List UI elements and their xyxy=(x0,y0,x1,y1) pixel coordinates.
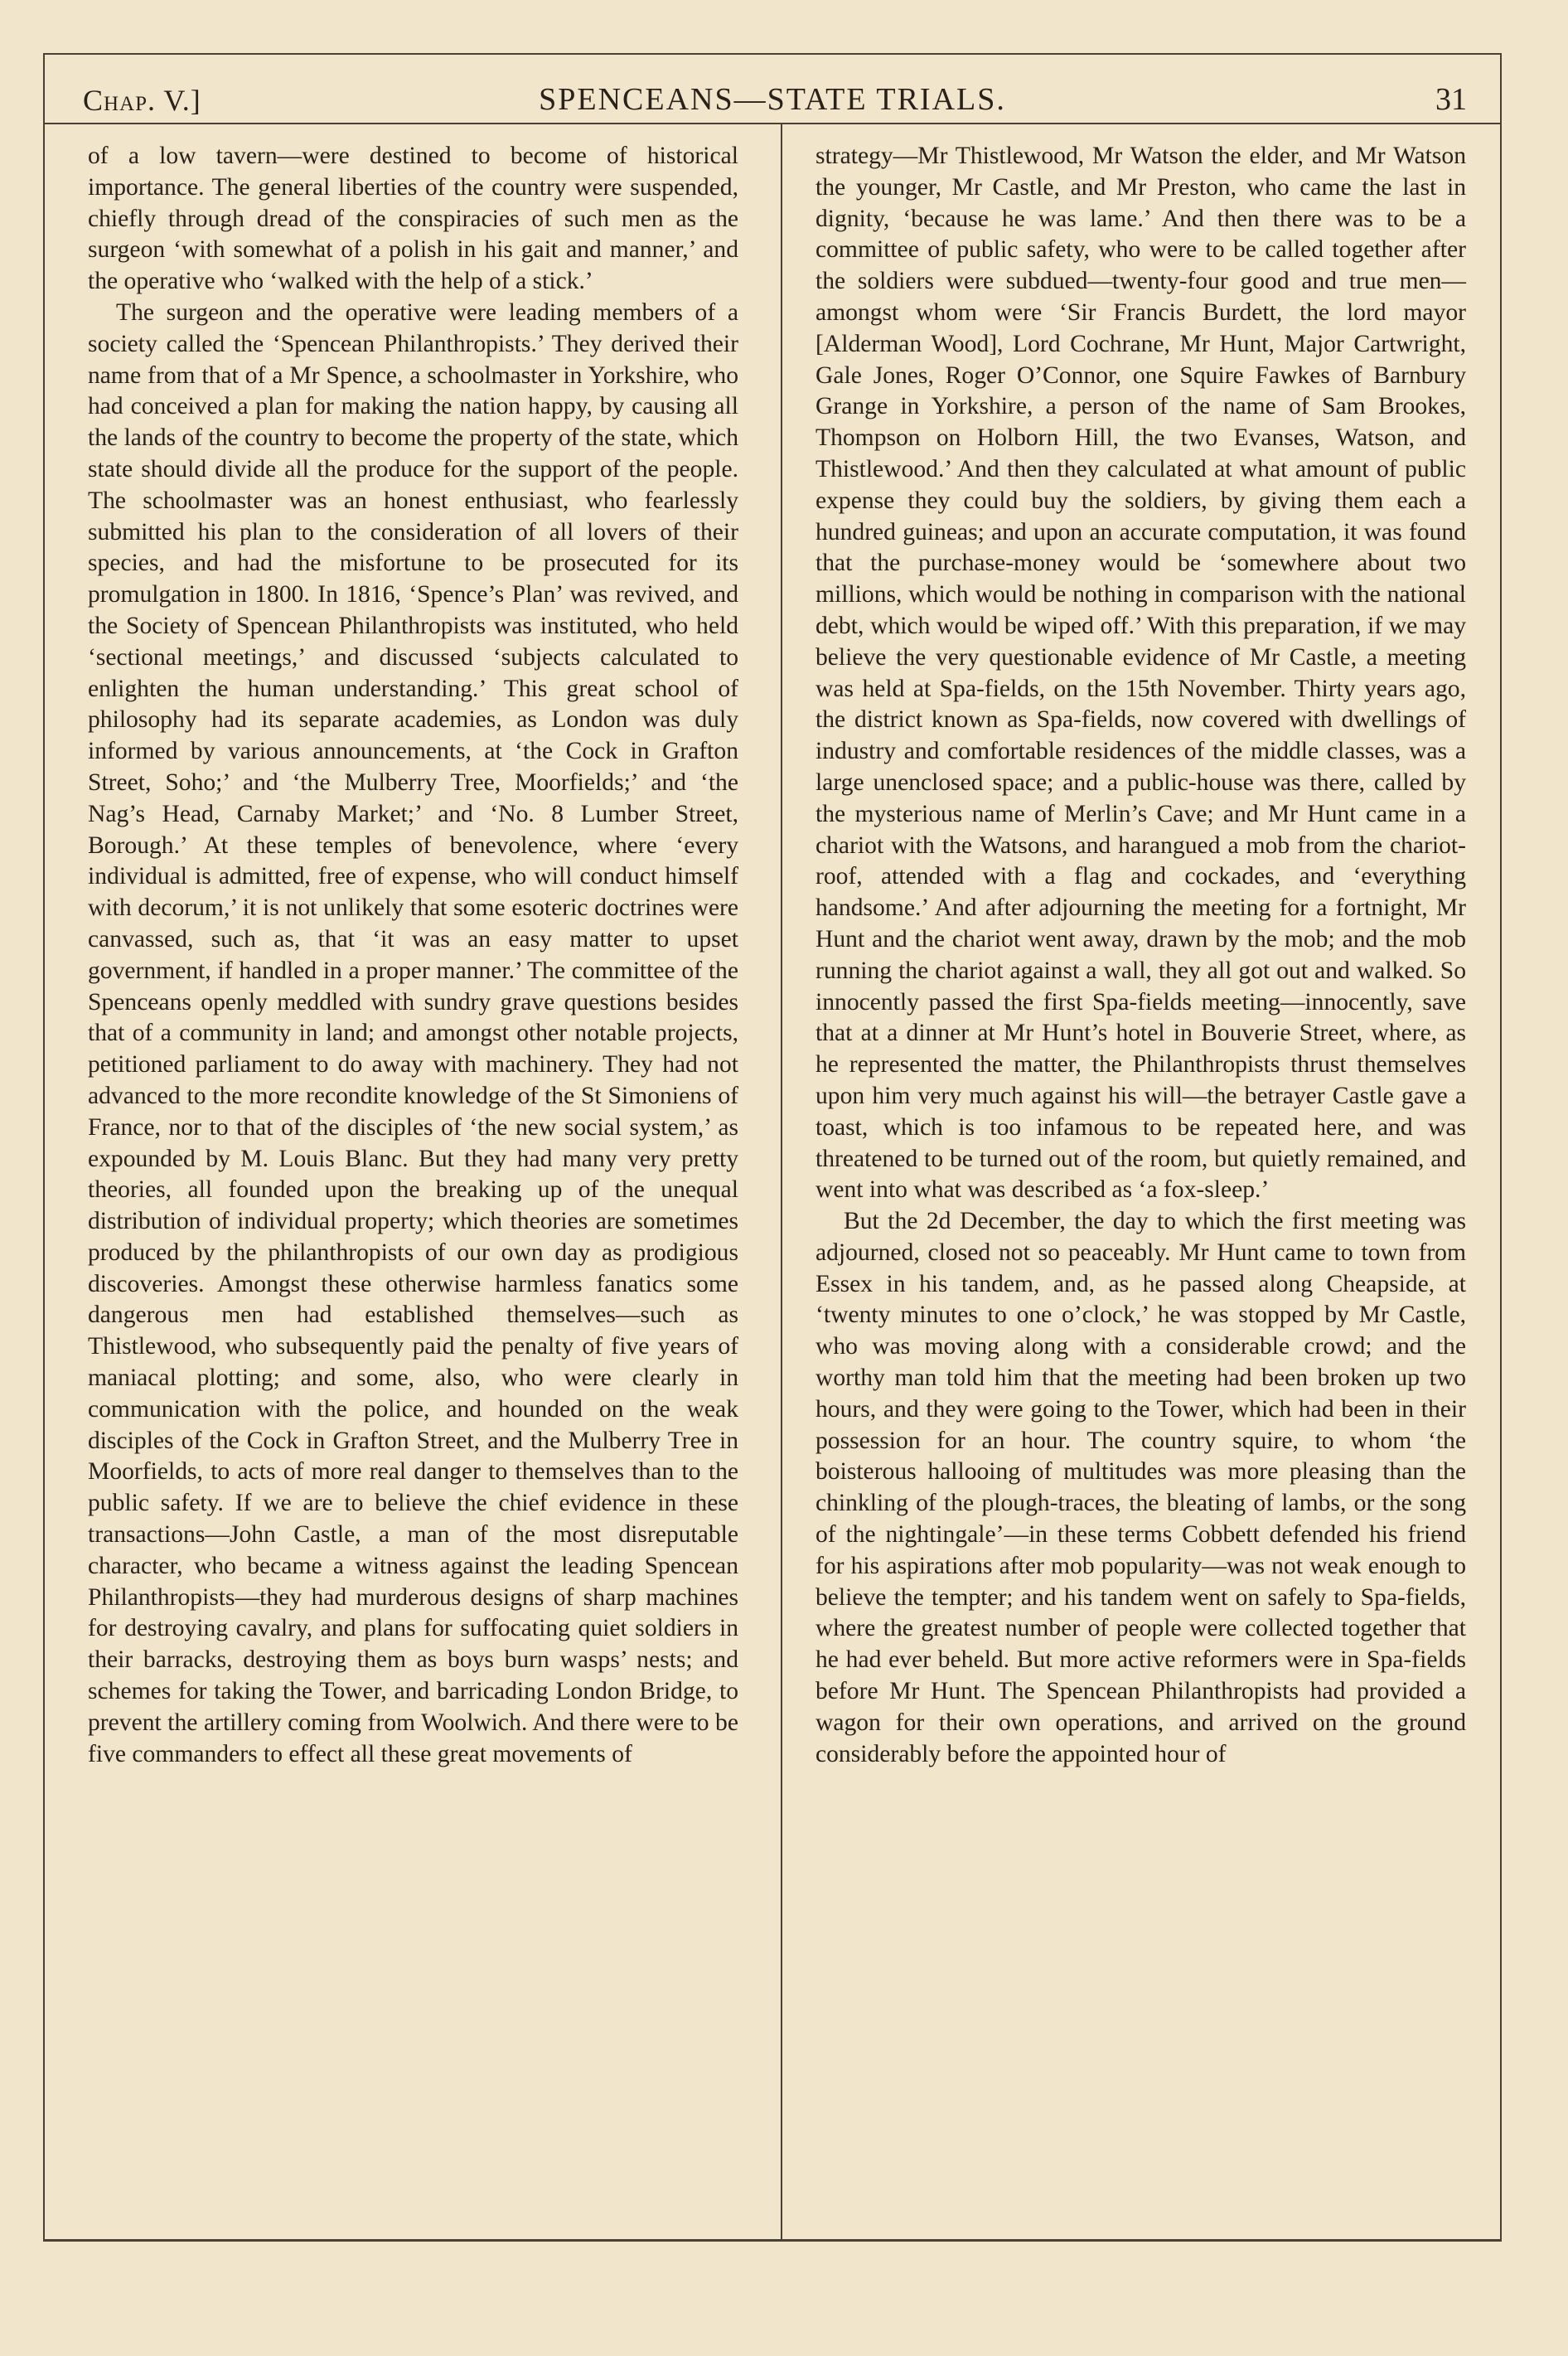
running-header xyxy=(45,55,1500,124)
paragraph: of a low tavern—were destined to become of historical importance. The general liberties of the country were suspended, chiefly through dread of the conspiracies of such men as the surgeon ‘with somewhat of a polish in his gait and manner,’ and the operative who ‘walked with the help of a stick.’ xyxy=(88,143,738,295)
chapter-label: Chap. V.] xyxy=(83,84,201,117)
paragraph: strategy—Mr Thistlewood, Mr Watson the elder, and Mr Watson the younger, Mr Castle, and Mr Preston, who came the last in dignity, ‘because he was lame.’ And then there was to be a committee of public safety, who were to be called together after the soldiers were subdued—twenty-four good and true men—amongst whom were ‘Sir Francis Burdett, the lord mayor [Alderman Wood], Lord Cochrane, Mr Hunt, Major Cartwright, Gale Jones, Roger O’Connor, one Squire Fawkes of Barnbury Grange in Yorkshire, a person of the name of Sam Brookes, Thompson on Holborn Hill, the two Evanses, Watson, and Thistlewood.’ And then they calculated at what amount of public expense they could buy the soldiers, by giving them each a hundred guineas; and upon an accurate computation, it was found that the purchase-money would be ‘somewhere about two millions, which would be nothing in comparison with the national debt, which would be wiped off.’ With this preparation, if we may believe the very questionable evidence of Mr Castle, a meeting was held at Spa-fields, on the 15th November. Thirty years ago, the district known as Spa-fields, now covered with dwellings of industry and comfortable residences of the middle classes, was a large unenclosed space; and a public-house was there, called by the mysterious name of Merlin’s Cave; and Mr Hunt came in a chariot with the Watsons, and harangued a mob from the chariot-roof, attended with a flag and cockades, and ‘everything handsome.’ And after adjourning the meeting for a fortnight, Mr Hunt and the chariot went away, drawn by the mob; and the mob running the chariot against a wall, they all got out and walked. So innocently passed the first Spa-fields meeting—innocently, save that at a dinner at Mr Hunt’s hotel in Bouverie Street, where, as he represented the matter, the Philanthropists thrust themselves upon him very much against his will—the betrayer Castle gave a toast, which is too infamous to be repeated here, and was threatened to be turned out of the room, but quietly remained, and went into what was described as ‘a fox-sleep.’ xyxy=(815,143,1466,1204)
paragraph: The surgeon and the operative were leading members of a society called the ‘Spencean Philanthropists.’ They derived their name from that of a Mr Spence, a schoolmaster in Yorkshire, who had conceived a plan for making the nation happy, by causing all the lands of the country to become the property of the state, which state should divide all the produce for the support of the people. The schoolmaster was an honest enthusiast, who fearlessly submitted his plan to the consideration of all lovers of their species, and had the misfortune to be prosecuted for its promulgation in 1800. In 1816, ‘Spence’s Plan’ was revived, and the Society of Spencean Philanthropists was instituted, who held ‘sectional meetings,’ and discussed ‘subjects calculated to enlighten the human understanding.’ This great school of philosophy had its separate academies, as London was duly informed by various announcements, at ‘the Cock in Grafton Street, Soho;’ and ‘the Mulberry Tree, Moorfields;’ and ‘the Nag’s Head, Carnaby Market;’ and ‘No. 8 Lumber Street, Borough.’ At these temples of benevolence, where ‘every individual is admitted, free of expense, who will conduct himself with decorum,’ it is not unlikely that some esoteric doctrines were canvassed, such as, that ‘it was an easy matter to upset government, if handled in a proper manner.’ The committee of the Spenceans openly meddled with sundry grave questions besides that of a community in land; and amongst other notable projects, petitioned parliament to do away with machinery. They had not advanced to the more recondite knowledge of the St Simoniens of France, nor to that of the disciples of ‘the new social system,’ as expounded by M. Louis Blanc. But they had many very pretty theories, all founded upon the breaking up of the unequal distribution of individual property; which theories are sometimes produced by the philanthropists of our own day as prodigious discoveries. Amongst these otherwise harmless fanatics some dangerous men had established themselves—such as Thistlewood, who subsequently paid the penalty of five years of maniacal plotting; and some, also, who were clearly in communication with the police, and hounded on the weak disciples of the Cock in Grafton Street, and the Mulberry Tree in Moorfields, to acts of more real danger to themselves than to the public safety. If we are to believe the chief evidence in these transactions—John Castle, a man of the most disreputable character, who became a witness against the leading Spencean Philanthropists—they had murderous designs of sharp machines for destroying cavalry, and plans for suffocating quiet soldiers in their barracks, destroying them as boys burn wasps’ nests; and schemes for taking the Tower, and barricading London Bridge, to prevent the artillery coming from Woolwich. And there were to be five commanders to effect all these great movements of xyxy=(88,298,738,1767)
right-column xyxy=(815,141,1466,1770)
page-frame xyxy=(43,53,1502,2242)
column-divider xyxy=(781,124,782,2239)
left-column xyxy=(88,141,738,1770)
paragraph: But the 2d December, the day to which the first meeting was adjourned, closed not so peaceably. Mr Hunt came to town from Essex in his tandem, and, as he passed along Cheapside, at ‘twenty minutes to one o’clock,’ he was stopped by Mr Castle, who was moving along with a considerable crowd; and the worthy man told him that the meeting had been broken up two hours, and they were going to the Tower, which had been in their possession for an hour. The country squire, to whom ‘the boisterous hallooing of multitudes was more pleasing than the chinkling of the plough-traces, the bleating of lambs, or the song of the nightingale’—in these terms Cobbett defended his friend for his aspirations after mob popularity—was not weak enough to believe the tempter; and his tandem went on safely to Spa-fields, where the greatest number of people were collected together that he had ever beheld. But more active reformers were in Spa-fields before Mr Hunt. The Spencean Philanthropists had provided a wagon for their own operations, and arrived on the ground considerably before the appointed hour of xyxy=(815,1208,1466,1767)
page-number: 31 xyxy=(1435,82,1467,117)
running-title: SPENCEANS—STATE TRIALS. xyxy=(539,82,1006,117)
